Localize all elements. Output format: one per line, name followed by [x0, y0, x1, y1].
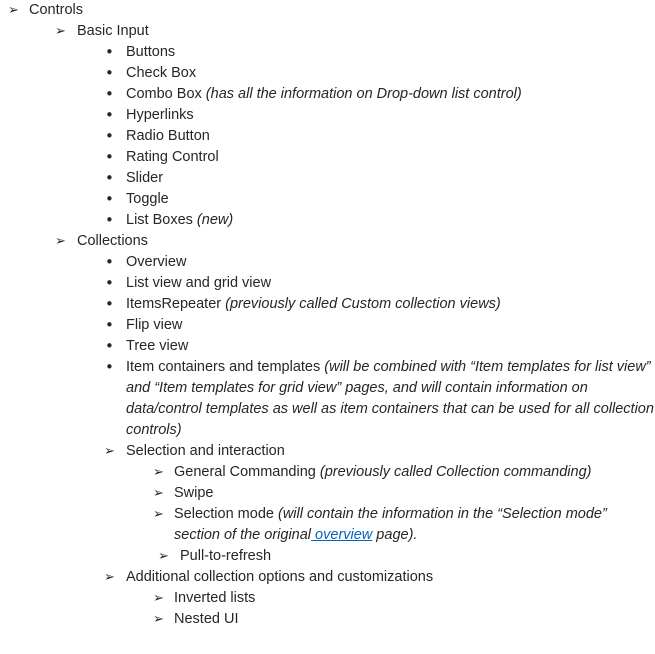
outline-item-label: Selection mode [174, 506, 278, 522]
outline-item-combo-box[interactable] [0, 84, 655, 105]
outline-item-note: (has all the information on Drop-down list control) [205, 86, 522, 102]
outline-item-text [126, 84, 655, 105]
outline-item-label: Nested UI [174, 611, 239, 627]
outline-item-label: Rating Control [126, 149, 219, 165]
outline-item-text [126, 357, 655, 441]
bullet-dot-icon: • [105, 127, 114, 145]
outline-item-text [126, 63, 655, 84]
outline-item-note-after: page). [372, 527, 418, 543]
outline-item-label: List view and grid view [126, 275, 272, 291]
outline-item-tree-view[interactable] [0, 336, 655, 357]
outline-item-rating-control[interactable] [0, 147, 655, 168]
bullet-arrow-icon: ➢ [153, 507, 164, 522]
bullet-arrow-icon: ➢ [153, 612, 164, 627]
outline-item-radio-button[interactable] [0, 126, 655, 147]
bullet-dot-icon: • [105, 253, 114, 271]
outline-item-inverted-lists[interactable] [0, 588, 655, 609]
outline-item-label: List Boxes [126, 212, 197, 228]
bullet-arrow-icon: ➢ [55, 24, 66, 39]
outline-item-text [126, 567, 655, 588]
outline-item-label: Selection and interaction [126, 443, 285, 459]
bullet-dot-icon: • [105, 85, 114, 103]
bullet-dot-icon: • [105, 316, 114, 334]
outline-item-label: Combo Box [126, 86, 206, 102]
bullet-dot-icon: • [105, 358, 114, 376]
outline-item-note: (previously called Custom collection views) [225, 296, 501, 312]
outline-item-text [126, 126, 655, 147]
bullet-dot-icon: • [105, 190, 114, 208]
outline-item-label: Flip view [126, 317, 183, 333]
outline-item-basic-input[interactable] [0, 21, 655, 42]
outline-item-text [174, 462, 655, 483]
outline-item-item-containers-and-templates[interactable] [0, 357, 655, 441]
outline-item-note: (previously called Collection commanding) [319, 464, 592, 480]
outline-item-label: Radio Button [126, 128, 210, 144]
outline-item-swipe[interactable] [0, 483, 655, 504]
outline-item-selection-and-interaction[interactable] [0, 441, 655, 462]
outline-item-label: General Commanding [174, 464, 320, 480]
outline-item-label: Basic Input [77, 23, 149, 39]
outline-item-list-boxes[interactable] [0, 210, 655, 231]
outline-item-pull-to-refresh[interactable] [0, 546, 655, 567]
outline-item-list-view-and-grid-view[interactable] [0, 273, 655, 294]
bullet-arrow-icon: ➢ [8, 3, 19, 18]
bullet-dot-icon: • [105, 211, 114, 229]
bullet-dot-icon: • [105, 274, 114, 292]
outline-item-note-before: (will contain the information in the “Selection mode” section of the original [174, 506, 607, 543]
bullet-arrow-icon: ➢ [104, 570, 115, 585]
outline-item-text [126, 441, 655, 462]
outline-item-collections[interactable] [0, 231, 655, 252]
bullet-dot-icon: • [105, 64, 114, 82]
outline-item-label: Swipe [174, 485, 214, 501]
bullet-arrow-icon: ➢ [158, 549, 169, 564]
outline-item-label: Hyperlinks [126, 107, 194, 123]
bullet-dot-icon: • [105, 148, 114, 166]
bullet-arrow-icon: ➢ [55, 234, 66, 249]
outline-item-text [126, 168, 655, 189]
outline-item-slider[interactable] [0, 168, 655, 189]
outline-item-text [174, 609, 655, 630]
outline-item-label: Check Box [126, 65, 197, 81]
outline-item-label: Toggle [126, 191, 169, 207]
outline-item-text [126, 273, 655, 294]
bullet-arrow-icon: ➢ [153, 465, 164, 480]
outline-item-note: (will be combined with “Item templates for list view” and “Item templates for grid view” pages, and will contain information on data/control templates as well as item containers that can be used for all collection controls) [126, 359, 654, 438]
outline-item-text [126, 336, 655, 357]
outline-item-label: Controls [29, 2, 83, 18]
outline-item-toggle[interactable] [0, 189, 655, 210]
outline-item-label: Pull-to-refresh [180, 548, 272, 564]
outline-item-nested-ui[interactable] [0, 609, 655, 630]
outline-item-text [174, 504, 655, 546]
outline-item-label: Inverted lists [174, 590, 256, 606]
bullet-dot-icon: • [105, 169, 114, 187]
bullet-arrow-icon: ➢ [104, 444, 115, 459]
outline-item-label: Slider [126, 170, 164, 186]
outline-item-hyperlinks[interactable] [0, 105, 655, 126]
outline-item-text [126, 42, 655, 63]
outline-item-text [126, 210, 655, 231]
outline-item-label: Buttons [126, 44, 176, 60]
outline-item-text [180, 546, 655, 567]
outline-item-text [126, 189, 655, 210]
bullet-dot-icon: • [105, 106, 114, 124]
outline-item-text [126, 147, 655, 168]
outline-item-selection-mode[interactable] [0, 504, 655, 546]
outline-item-text [174, 483, 655, 504]
outline-item-buttons[interactable] [0, 42, 655, 63]
outline-item-text [126, 252, 655, 273]
outline-item-label: Item containers and templates [126, 359, 325, 375]
outline-item-items-repeater[interactable] [0, 294, 655, 315]
bullet-arrow-icon: ➢ [153, 486, 164, 501]
outline-item-label: ItemsRepeater [126, 296, 226, 312]
outline-item-check-box[interactable] [0, 63, 655, 84]
bullet-dot-icon: • [105, 295, 114, 313]
outline-item-text [126, 294, 655, 315]
bullet-dot-icon: • [105, 43, 114, 61]
outline-item-text [174, 588, 655, 609]
outline-item-text [77, 231, 655, 252]
outline-item-label: Collections [77, 233, 148, 249]
outline-item-controls[interactable] [0, 0, 655, 21]
outline-item-note: (new) [196, 212, 234, 228]
bullet-dot-icon: • [105, 337, 114, 355]
outline-item-label: Tree view [126, 338, 189, 354]
outline-item-label: Overview [126, 254, 187, 270]
outline-item-overview[interactable] [0, 252, 655, 273]
outline-item-text [29, 0, 655, 21]
bullet-arrow-icon: ➢ [153, 591, 164, 606]
outline-item-additional-collection-options[interactable] [0, 567, 655, 588]
outline-item-text [77, 21, 655, 42]
outline-item-label: Additional collection options and customizations [126, 569, 434, 585]
outline-item-flip-view[interactable] [0, 315, 655, 336]
outline-item-text [126, 105, 655, 126]
overview-hyperlink[interactable]: overview [311, 527, 373, 543]
outline-item-text [126, 315, 655, 336]
outline-item-general-commanding[interactable] [0, 462, 655, 483]
